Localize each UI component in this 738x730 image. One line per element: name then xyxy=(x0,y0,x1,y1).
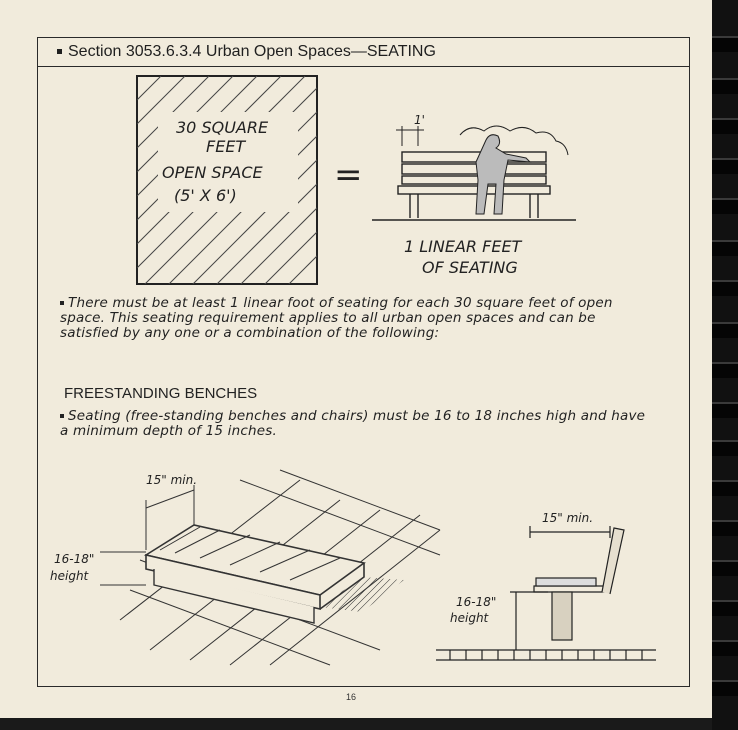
right-height-label-1: 16-18" xyxy=(456,595,497,609)
park-bench-illustration xyxy=(372,126,576,220)
binding-ring xyxy=(712,680,738,696)
equals-sign: = xyxy=(334,155,363,195)
binding-ring xyxy=(712,520,738,536)
box-label-3: OPEN SPACE xyxy=(162,163,263,182)
bench-dimension-label: 1' xyxy=(414,113,425,127)
binding-ring xyxy=(712,402,738,418)
seating-caption-1: 1 LINEAR FEET xyxy=(404,237,522,256)
binding-ring xyxy=(712,440,738,456)
page-number: 16 xyxy=(346,692,357,702)
binding-ring xyxy=(712,640,738,656)
box-label-2: FEET xyxy=(206,137,246,156)
binding-ring xyxy=(712,480,738,496)
box-label-4: (5' X 6') xyxy=(174,186,237,205)
right-height-label-2: height xyxy=(450,611,489,625)
right-depth-label: 15" min. xyxy=(542,511,594,525)
box-label-1: 30 SQUARE xyxy=(176,118,269,137)
bench-dimensions-paragraph: Seating (free-standing benches and chairs) must be 16 to 18 inches high and have a minimum depth of 15 inches. xyxy=(60,408,646,439)
seating-requirement-paragraph: There must be at least 1 linear foot of seating for each 30 square feet of open space. This seating requirement applies to all urban open spaces and can be satisfied by any one or a combination of the following: xyxy=(60,295,613,341)
binding-ring xyxy=(712,280,738,296)
spiral-binding xyxy=(712,0,738,730)
freestanding-benches-heading: FREESTANDING BENCHES xyxy=(64,385,258,402)
left-height-label-2: height xyxy=(50,569,89,583)
binding-ring xyxy=(712,560,738,576)
bullet-icon xyxy=(60,414,64,418)
binding-ring xyxy=(712,600,738,616)
open-space-box xyxy=(137,76,497,436)
binding-ring xyxy=(712,78,738,94)
binding-ring xyxy=(712,158,738,174)
left-height-label-1: 16-18" xyxy=(54,552,95,566)
left-depth-label: 15" min. xyxy=(146,473,198,487)
seating-caption-2: OF SEATING xyxy=(422,258,518,277)
binding-ring xyxy=(712,362,738,378)
bullet-icon xyxy=(60,301,64,305)
section-title: Section 3053.6.3.4 Urban Open Spaces—SEATING xyxy=(57,43,436,61)
binding-ring xyxy=(712,322,738,338)
binding-ring xyxy=(712,36,738,52)
binding-ring xyxy=(712,240,738,256)
bench-side-view-illustration xyxy=(436,526,656,660)
binding-ring xyxy=(712,118,738,134)
binding-ring xyxy=(712,198,738,214)
freestanding-bench-illustration xyxy=(100,470,440,665)
